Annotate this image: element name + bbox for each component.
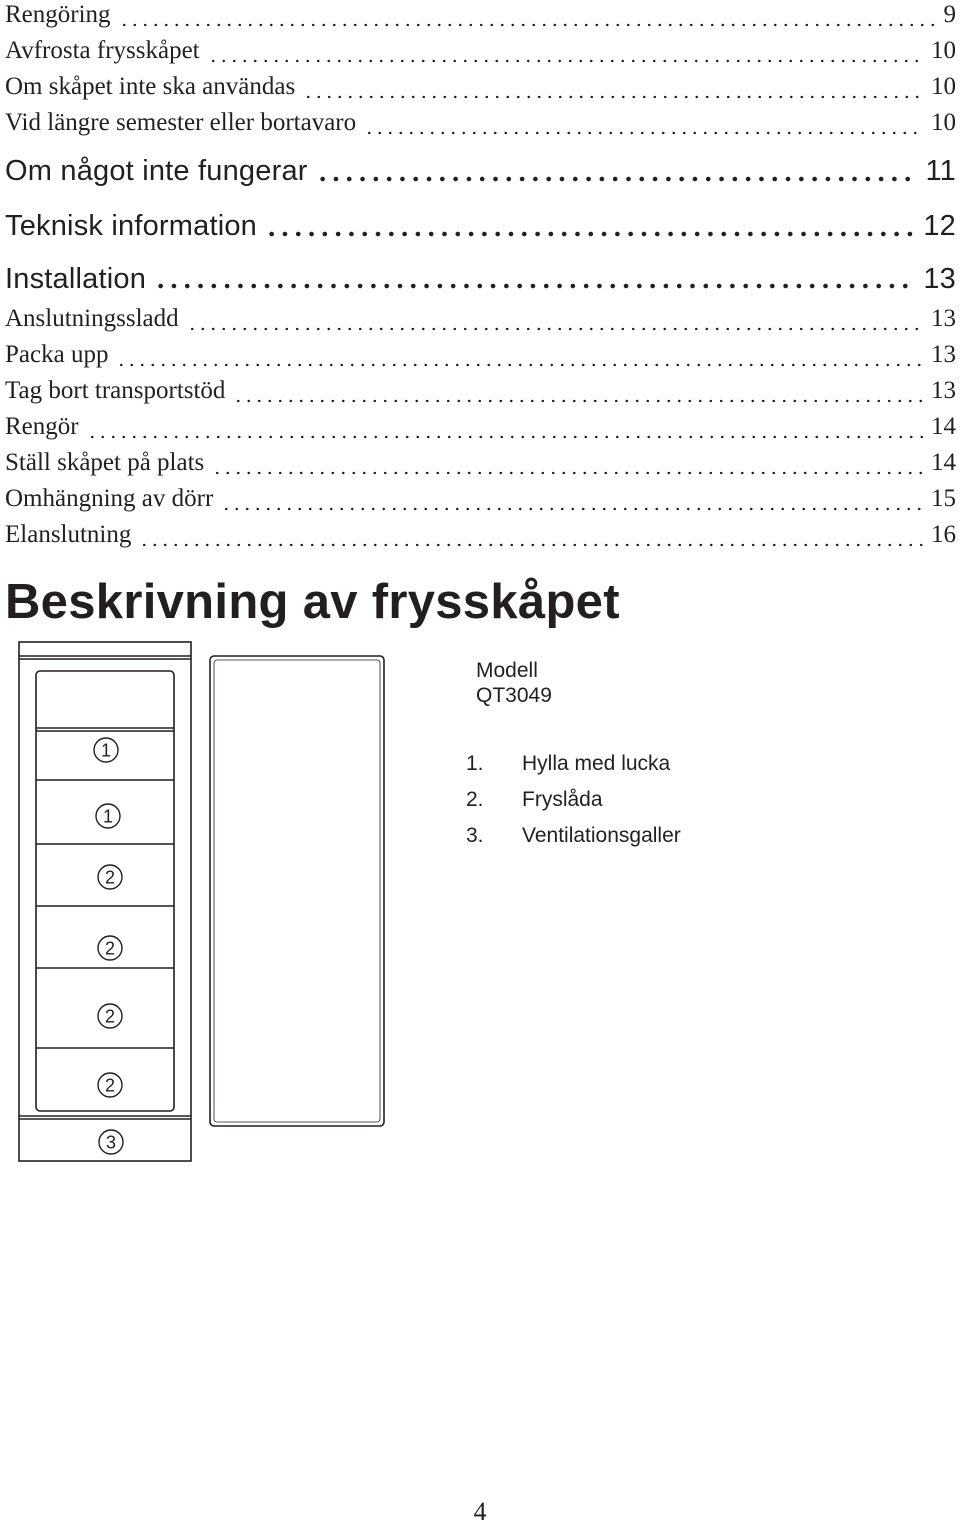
legend-item: [466, 782, 681, 818]
callout-number: 2: [104, 867, 116, 888]
legend-number: 1.: [466, 752, 484, 775]
toc-entry-page: 14: [931, 449, 956, 476]
callout-number: 1: [100, 740, 112, 761]
toc-chapter-entry[interactable]: [5, 144, 956, 199]
toc-entry-title: Rengöring: [5, 1, 111, 28]
toc-entry-page: 16: [931, 521, 956, 548]
toc-leader-dots: [187, 326, 923, 332]
toc-entry-title: Om skåpet inte ska användas: [5, 73, 296, 100]
table-of-contents: [5, 0, 956, 556]
toc-entry-page: 10: [931, 109, 956, 136]
callout-number: 2: [104, 938, 116, 959]
legend-item: [466, 746, 681, 782]
legend-item: [466, 818, 681, 854]
toc-entry-page: 10: [931, 73, 956, 100]
model-label: [476, 658, 552, 708]
toc-leader-dots: [212, 470, 923, 476]
legend-number: 3.: [466, 824, 484, 847]
toc-leader-dots: [303, 94, 923, 100]
callout-number: 1: [102, 806, 114, 827]
freezer-diagram: [0, 630, 440, 1190]
toc-leader-dots: [119, 22, 936, 28]
toc-chapter-page: 11: [925, 155, 956, 187]
toc-entry-title: Rengör: [5, 413, 79, 440]
toc-entry-page: 13: [931, 341, 956, 368]
toc-leader-dots: [154, 282, 915, 290]
toc-chapter-entry[interactable]: [5, 199, 956, 254]
toc-entry[interactable]: [5, 36, 956, 72]
toc-entry-title: Avfrosta frysskåpet: [5, 37, 200, 64]
toc-entry-page: 9: [943, 1, 956, 28]
callout-number: 2: [104, 1075, 116, 1096]
toc-entry[interactable]: [5, 520, 956, 556]
toc-entry-page: 13: [931, 305, 956, 332]
toc-leader-dots: [364, 130, 923, 136]
toc-entry-title: Vid längre semester eller bortavaro: [5, 109, 357, 136]
toc-chapter-page: 12: [923, 210, 956, 242]
model-caption: Modell: [476, 659, 538, 682]
toc-entry[interactable]: [5, 72, 956, 108]
toc-leader-dots: [265, 230, 915, 238]
toc-entry-page: 10: [931, 37, 956, 64]
toc-entry[interactable]: [5, 304, 956, 340]
page-number: 4: [473, 1497, 487, 1526]
toc-entry-page: 13: [931, 377, 956, 404]
freezer-door: [210, 656, 384, 1126]
toc-entry[interactable]: [5, 0, 956, 36]
toc-entry-title: Ställ skåpet på plats: [5, 449, 205, 476]
toc-entry[interactable]: [5, 376, 956, 412]
callout-number: 2: [104, 1006, 116, 1027]
legend-text: Fryslåda: [522, 788, 603, 811]
toc-entry-title: Elanslutning: [5, 521, 132, 548]
toc-entry[interactable]: [5, 340, 956, 376]
toc-entry[interactable]: [5, 108, 956, 144]
parts-legend: [466, 746, 681, 854]
legend-text: Hylla med lucka: [522, 752, 671, 775]
model-code: QT3049: [476, 684, 552, 707]
toc-chapter-title: Installation: [5, 263, 147, 295]
toc-entry-page: 15: [931, 485, 956, 512]
toc-chapter-title: Teknisk information: [5, 210, 258, 242]
toc-chapter-page: 13: [923, 263, 956, 295]
toc-leader-dots: [87, 434, 923, 440]
toc-chapter-entry[interactable]: [5, 254, 956, 304]
toc-leader-dots: [208, 58, 923, 64]
toc-entry[interactable]: [5, 412, 956, 448]
legend-text: Ventilationsgaller: [522, 824, 681, 847]
toc-leader-dots: [233, 398, 923, 404]
section-heading: Beskrivning av frysskåpet: [5, 575, 620, 629]
legend-number: 2.: [466, 788, 484, 811]
toc-entry-title: Packa upp: [5, 341, 109, 368]
toc-entry-page: 14: [931, 413, 956, 440]
toc-leader-dots: [316, 175, 918, 183]
toc-entry-title: Anslutningssladd: [5, 305, 179, 332]
cabinet-liner: [36, 671, 174, 1111]
toc-chapter-title: Om något inte fungerar: [5, 155, 308, 187]
toc-leader-dots: [116, 362, 923, 368]
toc-leader-dots: [139, 542, 923, 548]
callout-number: 3: [105, 1132, 117, 1153]
toc-entry-title: Tag bort transportstöd: [5, 377, 226, 404]
toc-entry-title: Omhängning av dörr: [5, 485, 214, 512]
toc-entry[interactable]: [5, 448, 956, 484]
toc-entry[interactable]: [5, 484, 956, 520]
toc-leader-dots: [221, 506, 923, 512]
